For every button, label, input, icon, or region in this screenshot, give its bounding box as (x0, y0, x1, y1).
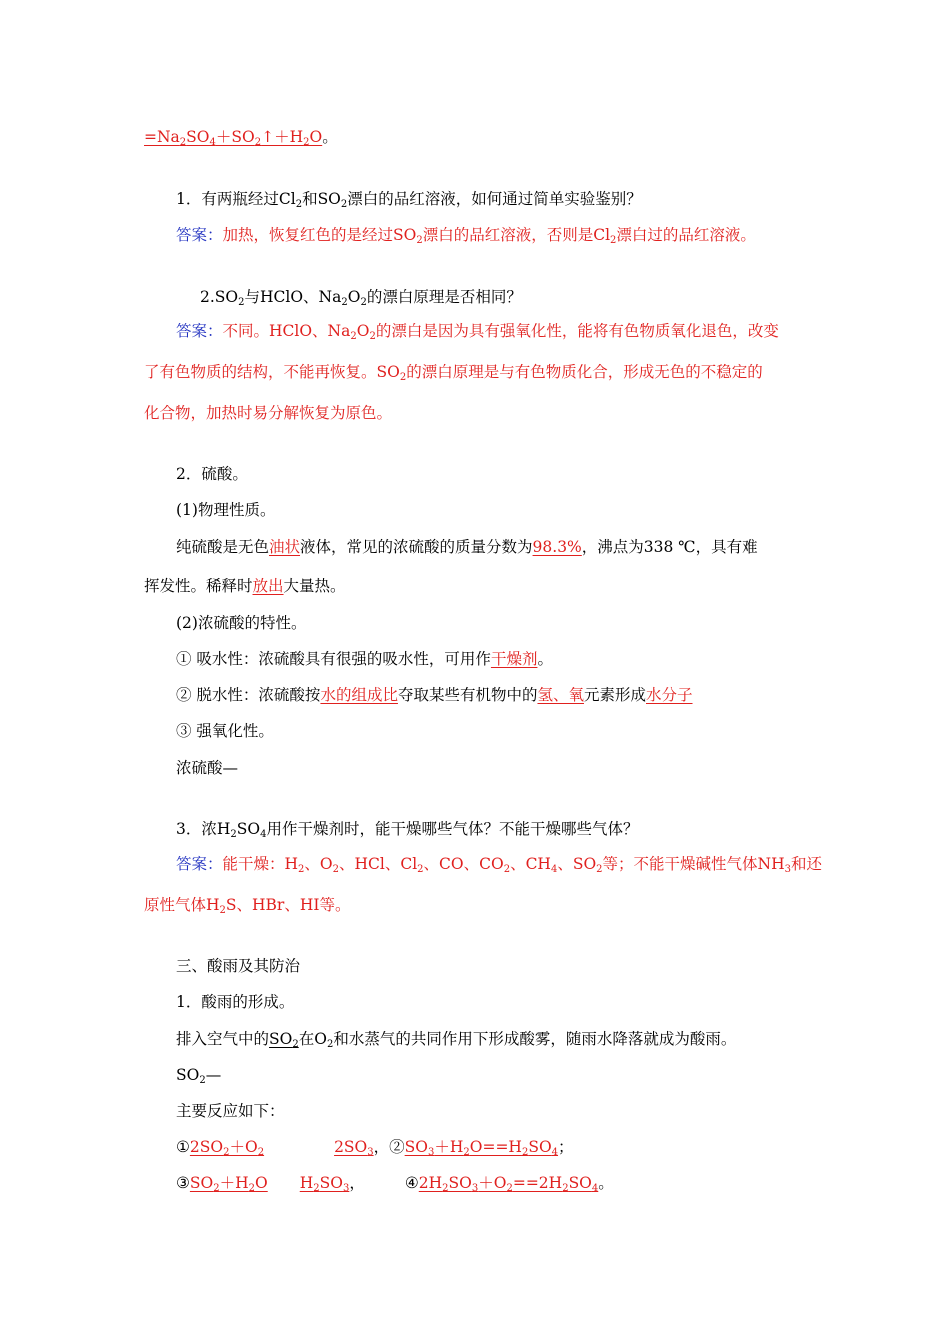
answer-1: 答案：加热，恢复红色的是经过$SO_2$漂白的品红溶液，否则是$Cl_2$漂白过的品红溶液。 (176, 226, 756, 246)
question-3: 3．浓$H_2SO_4$用作干燥剂时，能干燥哪些气体？不能干燥哪些气体？ (176, 820, 639, 840)
property-water-absorption: ① 吸水性：浓硫酸具有很强的吸水性，可用作干燥剂。 (176, 650, 553, 668)
answer-3-line-2: 原性气体$H_2S$、HBr、HI等。 (144, 896, 351, 916)
main-reactions-heading: 主要反应如下： (176, 1102, 285, 1120)
reactions-line-1: $①2SO_2+O_2$ $2SO_3$，$②SO_3+H_2O==H_2SO_4$； (176, 1138, 574, 1158)
property-dehydration: ② 脱水性：浓硫酸按水的组成比夺取某些有机物中的氢、氧元素形成水分子 (176, 686, 693, 704)
physical-properties-line-1: 纯硫酸是无色油状液体，常见的浓硫酸的质量分数为98.3%，沸点为338 ℃，具有难 (176, 538, 758, 556)
equation-continuation: $=Na_2SO_4+SO_2↑+H_2O$。 (144, 128, 338, 148)
answer-2-line-1: 答案：不同。HClO、$Na_2O_2$的漂白是因为具有强氧化性，能将有色物质氧化退色，改变 (176, 322, 779, 342)
answer-3-line-1: 答案：能干燥：$H_2$、$O_2$、HCl、$Cl_2$、CO、$CO_2$、$CH_4$、$SO_2$等；不能干燥碱性气体$NH_3$和还 (176, 855, 823, 875)
property-oxidizing: ③ 强氧化性。 (176, 722, 274, 740)
answer-2-line-3: 化合物，加热时易分解恢复为原色。 (144, 404, 393, 422)
answer-2-line-2: 了有色物质的结构，不能再恢复。$SO_2$的漂白原理是与有色物质化合，形成无色的不稳定的 (144, 363, 763, 383)
so2-arrow: $SO_2—$ (176, 1066, 222, 1086)
section-acid-rain: 三、酸雨及其防治 (176, 957, 301, 975)
reactions-line-2: $③SO_2+H_2O$ $H_2SO_3$， $④2H_2SO_3+O_2==2H_2SO_4$。 (176, 1174, 614, 1194)
answer-label: 答案： (176, 855, 223, 873)
section-sulfuric-acid: 2．硫酸。 (176, 465, 248, 483)
acid-rain-formation-text: 排入空气中的$SO_2$在$O_2$和水蒸气的共同作用下形成酸雾，随雨水降落就成为酸雨。 (176, 1030, 737, 1050)
special-properties-heading: (2)浓硫酸的特性。 (176, 614, 307, 632)
answer-label: 答案： (176, 322, 223, 340)
acid-rain-formation-heading: 1．酸雨的形成。 (176, 993, 295, 1011)
question-2: $2.SO_2$与HClO、$Na_2O_2$的漂白原理是否相同？ (200, 288, 522, 308)
physical-properties-heading: (1)物理性质。 (176, 501, 276, 519)
physical-properties-line-2: 挥发性。稀释时放出大量热。 (144, 577, 346, 595)
answer-label: 答案： (176, 226, 223, 244)
question-1: 1．有两瓶经过$Cl_2$和$SO_2$漂白的品红溶液，如何通过简单实验鉴别？ (176, 190, 642, 210)
concentrated-acid-arrow: 浓硫酸— (176, 759, 239, 777)
